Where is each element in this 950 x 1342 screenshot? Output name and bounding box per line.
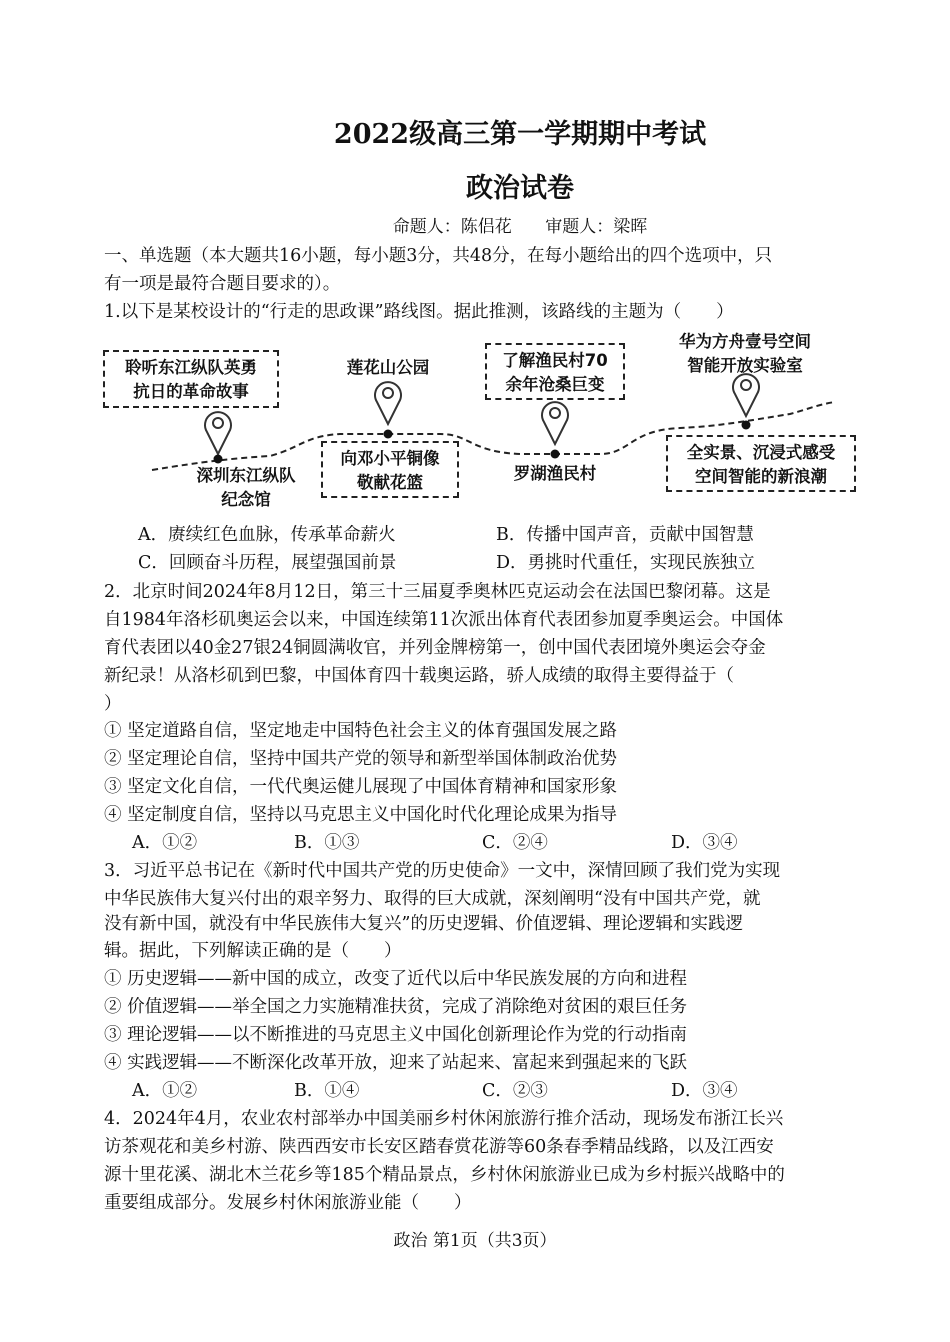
author: 命题人：陈侣花 — [392, 217, 512, 237]
q1-option-a[interactable]: A．赓续红色血脉，传承革命薪火 — [138, 525, 396, 545]
label4-line1: 华为方舟壹号空间 — [679, 332, 811, 351]
pin4-icon — [733, 374, 759, 429]
diagram-label-3: 罗湖渔民村 — [513, 464, 597, 483]
q3-option-c[interactable]: C．②③ — [482, 1081, 548, 1101]
pin3-icon — [542, 402, 568, 458]
q4-stem-line4: 重要组成部分。发展乡村休闲旅游业能（ ） — [104, 1193, 472, 1213]
box1-line1: 聆听东江纵队英勇 — [125, 358, 257, 377]
exam-subtitle: 政治试卷 — [466, 173, 574, 204]
diagram-label-1 — [186, 464, 306, 512]
diagram-box-1 — [103, 350, 279, 408]
q2-option-c[interactable]: C．②④ — [482, 833, 548, 853]
q4-stem-line3: 源十里花溪、湖北木兰花乡等185个精品景点，乡村休闲旅游业已成为乡村振兴战略中的 — [104, 1165, 785, 1185]
q1-stem: 1.以下是某校设计的“行走的思政课”路线图。据此推测，该路线的主题为（ ） — [104, 302, 734, 322]
q3-option-a[interactable]: A．①② — [132, 1081, 198, 1101]
q3-option-d[interactable]: D．③④ — [671, 1081, 738, 1101]
q1-option-c[interactable]: C．回顾奋斗历程，展望强国前景 — [138, 553, 397, 573]
q3-stem-line4: 辑。据此，下列解读正确的是（ ） — [104, 941, 402, 961]
box1-line2: 抗日的革命故事 — [133, 382, 249, 401]
q2-stem-line1: 2．北京时间2024年8月12日，第三十三届夏季奥林匹克运动会在法国巴黎闭幕。这是 — [104, 582, 771, 602]
q2-item-1: ① 坚定道路自信，坚定地走中国特色社会主义的体育强国发展之路 — [104, 721, 618, 741]
q3-stem-line2: 中华民族伟大复兴付出的艰辛努力、取得的巨大成就，深刻阐明“没有中国共产党，就 — [104, 889, 761, 909]
q2-option-b[interactable]: B．①③ — [294, 833, 360, 853]
q3-stem-line3: 没有新中国，就没有中华民族伟大复兴”的历史逻辑、价值逻辑、理论逻辑和实践逻 — [104, 914, 743, 934]
q3-item-3: ③ 理论逻辑——以不断推进的马克思主义中国化创新理论作为党的行动指南 — [104, 1025, 688, 1045]
section-intro-line1: 一、单选题（本大题共16小题，每小题3分，共48分，在每小题给出的四个选项中，只 — [104, 246, 773, 266]
box4-line2: 空间智能的新浪潮 — [695, 467, 827, 486]
box4-line1: 全实景、沉浸式感受 — [686, 443, 836, 462]
reviewer: 审题人：梁晖 — [545, 217, 648, 237]
diagram-box-3 — [485, 343, 625, 400]
box3-line1: 了解渔民村70 — [502, 351, 608, 370]
q1-option-b[interactable]: B．传播中国声音，贡献中国智慧 — [496, 525, 754, 545]
diagram-label-2: 莲花山公园 — [346, 358, 430, 377]
q4-stem-line2: 访茶观花和美乡村游、陕西西安市长安区踏春赏花游等60条春季精品线路，以及江西安 — [104, 1137, 774, 1157]
q2-item-2: ② 坚定理论自信，坚持中国共产党的领导和新型举国体制政治优势 — [104, 749, 618, 769]
section-intro-line2: 有一项是最符合题目要求的）。 — [104, 274, 341, 294]
pin1-icon — [202, 410, 234, 464]
q2-stem-line5: ） — [104, 694, 122, 714]
diagram-label-4 — [660, 330, 830, 378]
diagram-box-2 — [321, 441, 459, 498]
q4-stem-line1: 4．2024年4月，农业农村部举办中国美丽乡村休闲旅游行推介活动，现场发布浙江长兴 — [104, 1109, 784, 1129]
pin2-icon — [375, 382, 401, 438]
q2-item-4: ④ 坚定制度自信，坚持以马克思主义中国化时代化理论成果为指导 — [104, 805, 618, 825]
box2-line1: 向邓小平铜像 — [340, 449, 440, 468]
q2-stem-line4: 新纪录！从洛杉矶到巴黎，中国体育四十载奥运路，骄人成绩的取得主要得益于（ — [104, 666, 734, 686]
label1-line1: 深圳东江纵队 — [196, 466, 296, 485]
q2-stem-line3: 育代表团以40金27银24铜圆满收官，并列金牌榜第一，创中国代表团境外奥运会夺金 — [104, 638, 766, 658]
page-footer: 政治 第1页（共3页） — [393, 1231, 557, 1251]
label1-line2: 纪念馆 — [221, 490, 271, 509]
q3-item-2: ② 价值逻辑——举全国之力实施精准扶贫，完成了消除绝对贫困的艰巨任务 — [104, 997, 688, 1017]
q2-option-d[interactable]: D．③④ — [671, 833, 738, 853]
label4-line2: 智能开放实验室 — [687, 356, 803, 375]
diagram-box-4 — [666, 435, 856, 492]
box3-line2: 余年沧桑巨变 — [505, 375, 605, 394]
q3-stem-line1: 3．习近平总书记在《新时代中国共产党的历史使命》一文中，深情回顾了我们党为实现 — [104, 861, 781, 881]
q2-option-a[interactable]: A．①② — [132, 833, 198, 853]
q3-item-1: ① 历史逻辑——新中国的成立，改变了近代以后中华民族发展的方向和进程 — [104, 969, 688, 989]
q1-option-d[interactable]: D．勇挑时代重任，实现民族独立 — [496, 553, 756, 573]
q3-option-b[interactable]: B．①④ — [294, 1081, 360, 1101]
exam-title: 2022级高三第一学期期中考试 — [333, 119, 707, 150]
q3-item-4: ④ 实践逻辑——不断深化改革开放，迎来了站起来、富起来到强起来的飞跃 — [104, 1053, 688, 1073]
q2-stem-line2: 自1984年洛杉矶奥运会以来，中国连续第11次派出体育代表团参加夏季奥运会。中国体 — [104, 610, 784, 630]
box2-line2: 敬献花篮 — [357, 473, 423, 492]
q2-item-3: ③ 坚定文化自信，一代代奥运健儿展现了中国体育精神和国家形象 — [104, 777, 618, 797]
